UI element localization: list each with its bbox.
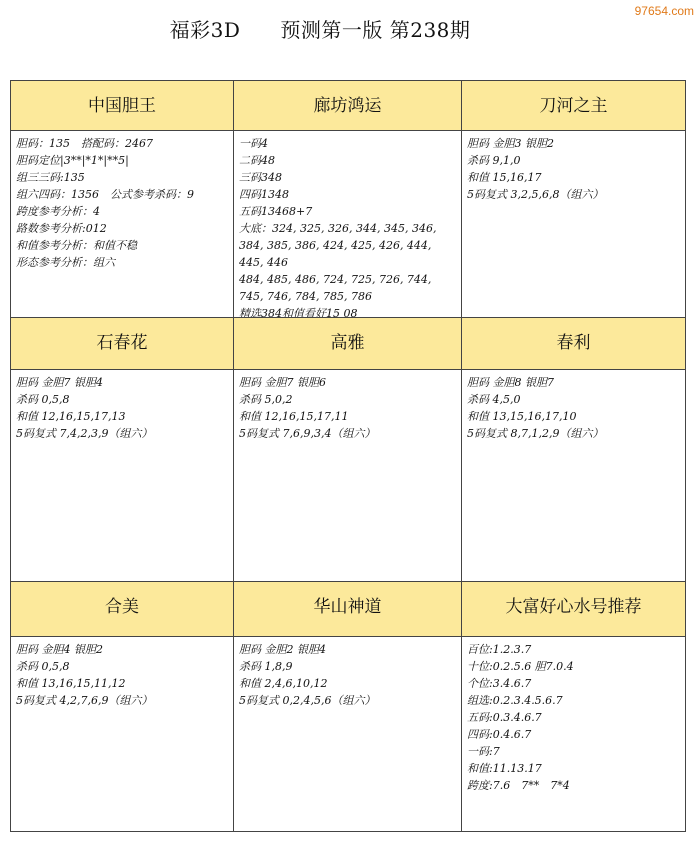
expert-name: 合美 bbox=[105, 597, 139, 617]
prediction-line: 杀码 0,5,8 bbox=[16, 660, 70, 673]
prediction-cell bbox=[11, 637, 234, 831]
expert-name-cell bbox=[462, 582, 685, 637]
prediction-line: 十位:0.2.5.6 胆7.0.4 bbox=[467, 660, 574, 673]
prediction-line: 组选:0.2.3.4.5.6.7 bbox=[467, 694, 563, 707]
prediction-line: 和值参考分析：和值不稳 bbox=[16, 239, 137, 252]
expert-name-cell bbox=[234, 81, 462, 131]
prediction-line: 四码:0.4.6.7 bbox=[467, 728, 532, 741]
prediction-line: 路数参考分析:012 bbox=[16, 222, 107, 235]
prediction-line: 5码复式 3,2,5,6,8（组六） bbox=[467, 188, 604, 201]
prediction-line: 一码4 bbox=[239, 137, 268, 150]
prediction-cell bbox=[234, 131, 462, 318]
prediction-line: 五码:0.3.4.6.7 bbox=[467, 711, 542, 724]
prediction-cell bbox=[11, 131, 234, 318]
prediction-line: 百位:1.2.3.7 bbox=[467, 643, 532, 656]
prediction-line: 组三三码:135 bbox=[16, 171, 85, 184]
lottery-name: 福彩3D bbox=[169, 18, 241, 42]
expert-name: 大富好心水号推荐 bbox=[505, 597, 642, 617]
expert-name-cell bbox=[234, 582, 462, 637]
prediction-line: 四码1348 bbox=[239, 188, 289, 201]
prediction-line: 个位:3.4.6.7 bbox=[467, 677, 532, 690]
prediction-line: 和值:11.13.17 bbox=[467, 762, 542, 775]
edition-label: 预测第一版 bbox=[280, 18, 383, 42]
prediction-line: 胆码 金胆8 银胆7 bbox=[467, 376, 554, 389]
prediction-line: 胆码 金胆2 银胆4 bbox=[239, 643, 326, 656]
prediction-line: 和值 15,16,17 bbox=[467, 171, 542, 184]
site-watermark: 97654.com bbox=[634, 4, 694, 18]
prediction-line: 杀码 1,8,9 bbox=[239, 660, 293, 673]
prediction-cell bbox=[462, 131, 685, 318]
expert-name: 石春花 bbox=[96, 333, 148, 353]
prediction-cell bbox=[462, 370, 685, 582]
expert-name: 春利 bbox=[556, 333, 591, 353]
prediction-line: 组六四码：1356 公式参考杀码：9 bbox=[16, 188, 194, 201]
expert-name-cell bbox=[11, 81, 234, 131]
prediction-line: 胆码定位|3**|*1*|**5| bbox=[16, 154, 129, 167]
prediction-line: 胆码 金胆3 银胆2 bbox=[467, 137, 554, 150]
prediction-cell bbox=[11, 370, 234, 582]
prediction-line: 胆码 金胆7 银胆4 bbox=[16, 376, 103, 389]
prediction-line: 形态参考分析：组六 bbox=[16, 256, 115, 269]
prediction-line: 三码348 bbox=[239, 171, 282, 184]
prediction-line: 和值 12,16,15,17,13 bbox=[16, 410, 126, 423]
expert-name: 华山神道 bbox=[313, 597, 382, 617]
prediction-line: 跨度参考分析：4 bbox=[16, 205, 100, 218]
prediction-line: 杀码 4,5,0 bbox=[467, 393, 521, 406]
prediction-line: 和值 13,16,15,11,12 bbox=[16, 677, 126, 690]
prediction-line: 跨度:7.6 7** 7*4 bbox=[467, 779, 570, 792]
prediction-line: 5码复式 7,4,2,3,9（组六） bbox=[16, 427, 153, 440]
page-title bbox=[0, 14, 640, 43]
prediction-line: 二码48 bbox=[239, 154, 275, 167]
prediction-line: 484, 485, 486, 724, 725, 726, 744, bbox=[239, 273, 432, 286]
issue-number: 第238期 bbox=[389, 18, 471, 42]
prediction-line: 杀码 0,5,8 bbox=[16, 393, 70, 406]
expert-name-cell bbox=[11, 582, 234, 637]
expert-name-cell bbox=[234, 318, 462, 370]
prediction-line: 和值 2,4,6,10,12 bbox=[239, 677, 328, 690]
prediction-line: 一码:7 bbox=[467, 745, 500, 758]
prediction-line: 和值 12,16,15,17,11 bbox=[239, 410, 349, 423]
prediction-line: 杀码 9,1,0 bbox=[467, 154, 521, 167]
expert-name: 廊坊鸿运 bbox=[313, 96, 382, 116]
prediction-line: 384, 385, 386, 424, 425, 426, 444, bbox=[239, 239, 432, 252]
prediction-table bbox=[10, 80, 686, 832]
prediction-line: 精选384和值看好15 08 bbox=[239, 307, 358, 318]
prediction-line: 5码复式 0,2,4,5,6（组六） bbox=[239, 694, 376, 707]
prediction-line: 和值 13,15,16,17,10 bbox=[467, 410, 577, 423]
prediction-line: 745, 746, 784, 785, 786 bbox=[239, 290, 372, 303]
expert-name-cell bbox=[11, 318, 234, 370]
prediction-line: 5码复式 7,6,9,3,4（组六） bbox=[239, 427, 376, 440]
prediction-line: 胆码 金胆7 银胆6 bbox=[239, 376, 326, 389]
prediction-cell bbox=[234, 637, 462, 831]
expert-name: 高雅 bbox=[330, 333, 365, 353]
prediction-cell bbox=[462, 637, 685, 831]
expert-name-cell bbox=[462, 81, 685, 131]
expert-name: 中国胆王 bbox=[88, 96, 156, 116]
prediction-line: 杀码 5,0,2 bbox=[239, 393, 293, 406]
prediction-line: 胆码 金胆4 银胆2 bbox=[16, 643, 103, 656]
prediction-line: 胆码：135 搭配码：2467 bbox=[16, 137, 153, 150]
prediction-line: 445, 446 bbox=[239, 256, 288, 269]
prediction-cell bbox=[234, 370, 462, 582]
expert-name-cell bbox=[462, 318, 685, 370]
prediction-line: 5码复式 4,2,7,6,9（组六） bbox=[16, 694, 153, 707]
expert-name: 刀河之主 bbox=[539, 96, 608, 116]
prediction-line: 大底：324, 325, 326, 344, 345, 346, bbox=[239, 222, 437, 235]
prediction-line: 5码复式 8,7,1,2,9（组六） bbox=[467, 427, 604, 440]
prediction-line: 五码13468+7 bbox=[239, 205, 313, 218]
